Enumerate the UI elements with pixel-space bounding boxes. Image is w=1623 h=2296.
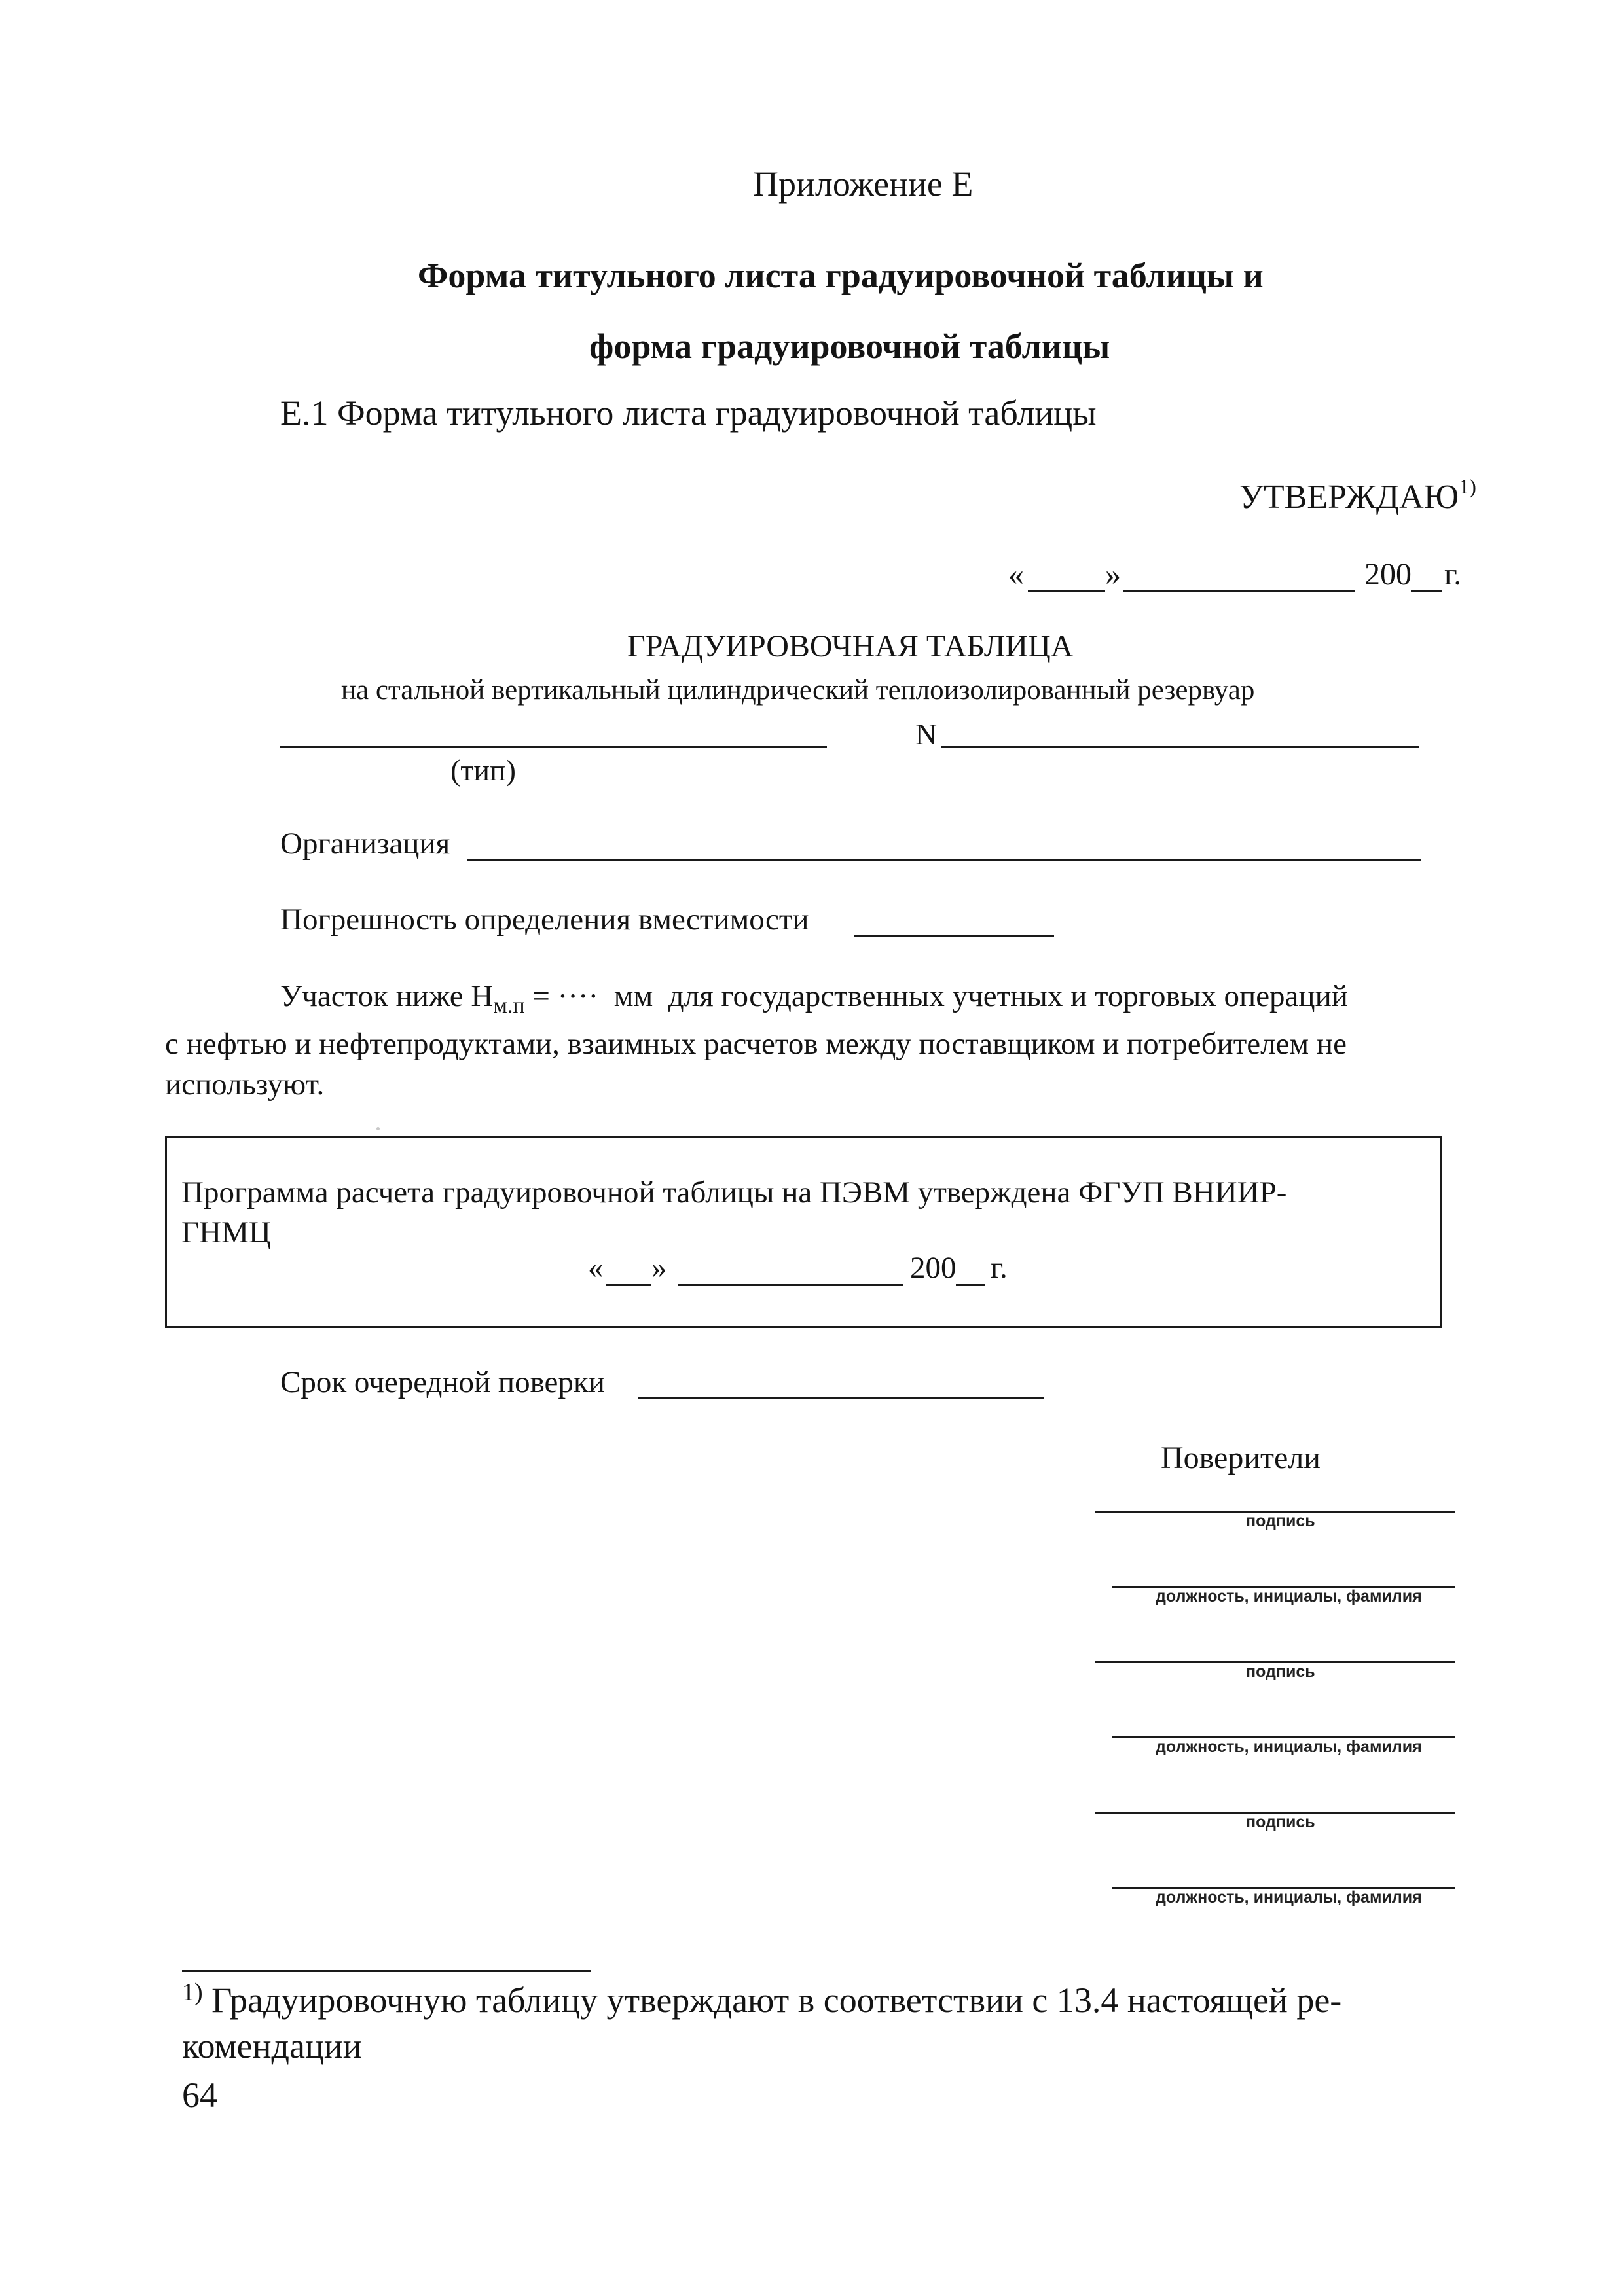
table-title: ГРАДУИРОВОЧНАЯ ТАБЛИЦА <box>627 629 1074 664</box>
signature-caption-1: подпись <box>1246 1512 1315 1530</box>
heading-line-1: Форма титульного листа градуировочной таблицы и <box>418 256 1264 295</box>
paragraph-line-1: Участок ниже $H_{м.п}$ = ···· мм для государственных учетных и торговых операций <box>280 979 1348 1018</box>
footnote-separator <box>182 1970 591 1972</box>
program-year: 200 <box>910 1251 957 1285</box>
tank-number-prefix: N <box>915 717 938 751</box>
scan-speck <box>376 1127 380 1130</box>
approval-month-line <box>1123 590 1355 592</box>
paragraph-line-2: с нефтью и нефтепродуктами, взаимных расчетов между поставщиком и потребителем не <box>165 1027 1347 1061</box>
program-box <box>165 1136 1442 1328</box>
organization-label: Организация <box>280 827 450 861</box>
footnote-line-2: комендации <box>182 2026 362 2066</box>
program-open-quote: « <box>588 1251 604 1285</box>
program-text-line-2: ГНМЦ <box>181 1215 271 1249</box>
verifiers-title: Поверители <box>1161 1441 1321 1475</box>
section-title: Е.1 Форма титульного листа градуировочной таблицы <box>280 393 1097 433</box>
page-number: 64 <box>182 2075 217 2115</box>
program-month-line <box>678 1284 903 1286</box>
approval-day-line <box>1028 590 1105 592</box>
footnote-mark: 1) <box>1459 475 1476 498</box>
approval-open-quote: « <box>1008 557 1024 592</box>
footnote-line-1: $^{1)}$ Градуировочную таблицу утверждают в соответствии с 13.4 настоящей ре- <box>182 1979 1342 2020</box>
paragraph-line-3: используют. <box>165 1067 325 1102</box>
approval-label: УТВЕРЖДАЮ$^{1)}$ <box>1239 475 1476 516</box>
level-subscript: м.п <box>493 994 525 1018</box>
accuracy-label: Погрешность определения вместимости <box>280 903 809 937</box>
verification-label: Срок очередной поверки <box>280 1365 605 1399</box>
position-caption-3: должность, инициалы, фамилия <box>1156 1888 1422 1907</box>
footnote-mark-ref: 1) <box>182 1979 203 2006</box>
position-caption-1: должность, инициалы, фамилия <box>1156 1587 1422 1605</box>
program-year-line <box>956 1284 985 1286</box>
position-caption-2: должность, инициалы, фамилия <box>1156 1738 1422 1756</box>
accuracy-line <box>854 935 1054 937</box>
table-subtitle: на стальной вертикальный цилиндрический теплоизолированный резервуар <box>341 675 1255 706</box>
verification-line <box>638 1397 1044 1399</box>
heading-line-2: форма градуировочной таблицы <box>589 327 1110 366</box>
approval-close-quote: » <box>1105 557 1121 592</box>
signature-caption-3: подпись <box>1246 1813 1315 1831</box>
organization-line <box>467 859 1421 861</box>
program-day-line <box>606 1284 651 1286</box>
level-symbol: H <box>471 979 494 1013</box>
type-caption: (тип) <box>450 753 516 787</box>
approval-year: 200 <box>1364 557 1412 592</box>
program-close-quote: » <box>651 1251 667 1285</box>
program-text-line-1: Программа расчета градуировочной таблицы на ПЭВМ утверждена ФГУП ВНИИР- <box>181 1175 1287 1210</box>
tank-number-line <box>941 746 1419 748</box>
approval-year-line <box>1411 590 1442 592</box>
appendix-label: Приложение Е <box>753 164 974 204</box>
approval-year-suffix: г. <box>1444 557 1462 592</box>
program-year-suffix: г. <box>991 1251 1008 1285</box>
signature-caption-2: подпись <box>1246 1662 1315 1681</box>
tank-type-line <box>280 746 827 748</box>
